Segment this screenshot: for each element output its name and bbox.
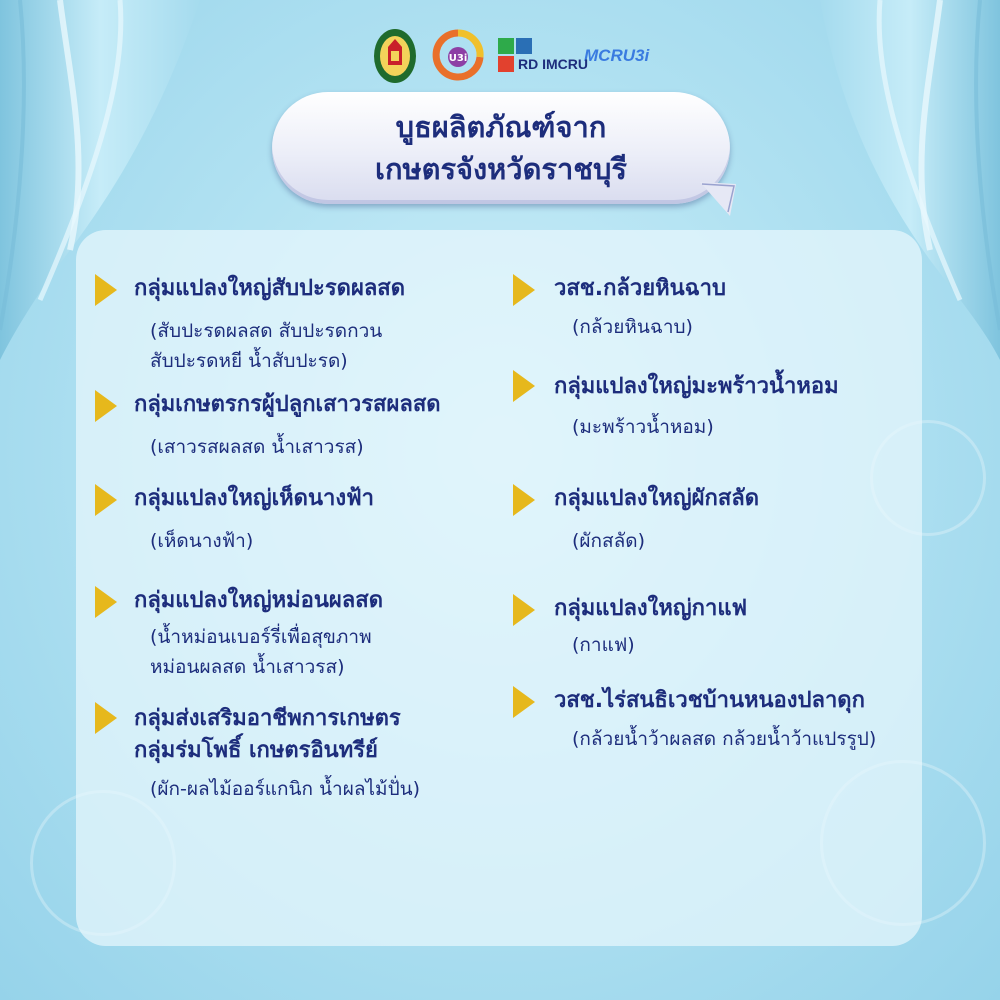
arrow-bullet-icon xyxy=(95,586,117,618)
item-detail: สับปะรดหยี น้ำสับปะรด) xyxy=(150,350,348,372)
item-detail: (ผัก-ผลไม้ออร์แกนิก น้ำผลไม้ปั่น) xyxy=(150,778,421,800)
rd-imcru-logo xyxy=(498,34,588,78)
item-title: กลุ่มแปลงใหญ่สับปะรดผลสด xyxy=(134,276,406,301)
item-detail: (น้ำหม่อนเบอร์รี่เพื่อสุขภาพ xyxy=(150,626,372,648)
title-line-2: เกษตรจังหวัดราชบุรี xyxy=(375,152,627,186)
rd-imcru-logo-text: RD IMCRU xyxy=(518,56,588,72)
arrow-bullet-icon xyxy=(513,274,535,306)
title-line-1: บูธผลิตภัณฑ์จาก xyxy=(395,110,607,144)
arrow-bullet-icon xyxy=(513,370,535,402)
arrow-bullet-icon xyxy=(513,484,535,516)
arrow-bullet-icon xyxy=(95,702,117,734)
item-detail: (กล้วยน้ำว้าผลสด กล้วยน้ำว้าแปรรูป) xyxy=(572,728,877,750)
logo-bar xyxy=(372,24,662,88)
speech-tail xyxy=(696,182,740,218)
item-title: กลุ่มแปลงใหญ่หม่อนผลสด xyxy=(134,588,384,613)
item-title: กลุ่มแปลงใหญ่เห็ดนางฟ้า xyxy=(134,486,375,511)
item-title: วสช.ไร่สนธิเวชบ้านหนองปลาดุก xyxy=(554,688,865,713)
item-title: กลุ่มแปลงใหญ่ผักสลัด xyxy=(554,486,760,511)
item-title: วสช.กล้วยหินฉาบ xyxy=(554,276,726,301)
arrow-bullet-icon xyxy=(513,686,535,718)
item-title: กลุ่มแปลงใหญ่กาแฟ xyxy=(554,596,748,621)
item-detail: หม่อนผลสด น้ำเสาวรส) xyxy=(150,656,345,678)
arrow-bullet-icon xyxy=(95,390,117,422)
item-detail: (กาแฟ) xyxy=(572,634,635,656)
item-detail: (สับปะรดผลสด สับปะรดกวน xyxy=(150,320,383,342)
u3i-logo xyxy=(428,27,488,85)
arrow-bullet-icon xyxy=(513,594,535,626)
university-seal-logo xyxy=(372,27,418,85)
item-detail: (เสาวรสผลสด น้ำเสาวรส) xyxy=(150,436,364,458)
arrow-bullet-icon xyxy=(95,484,117,516)
item-detail: (กล้วยหินฉาบ) xyxy=(572,316,693,338)
arrow-bullet-icon xyxy=(95,274,117,306)
u3i-logo-text: U3i xyxy=(448,53,468,64)
item-detail: (ผักสลัด) xyxy=(572,530,646,552)
mcru3i-logo: MCRU3i xyxy=(584,46,650,65)
item-title: กลุ่มเกษตรกรผู้ปลูกเสาวรสผลสด xyxy=(134,392,441,417)
item-detail: (เห็ดนางฟ้า) xyxy=(150,530,254,552)
item-title: กลุ่มแปลงใหญ่มะพร้าวน้ำหอม xyxy=(554,374,839,399)
title-banner xyxy=(272,92,730,204)
item-title-line-2: กลุ่มร่มโพธิ์ เกษตรอินทรีย์ xyxy=(134,738,378,763)
item-detail: (มะพร้าวน้ำหอม) xyxy=(572,416,714,438)
item-title: กลุ่มส่งเสริมอาชีพการเกษตร xyxy=(134,706,401,731)
